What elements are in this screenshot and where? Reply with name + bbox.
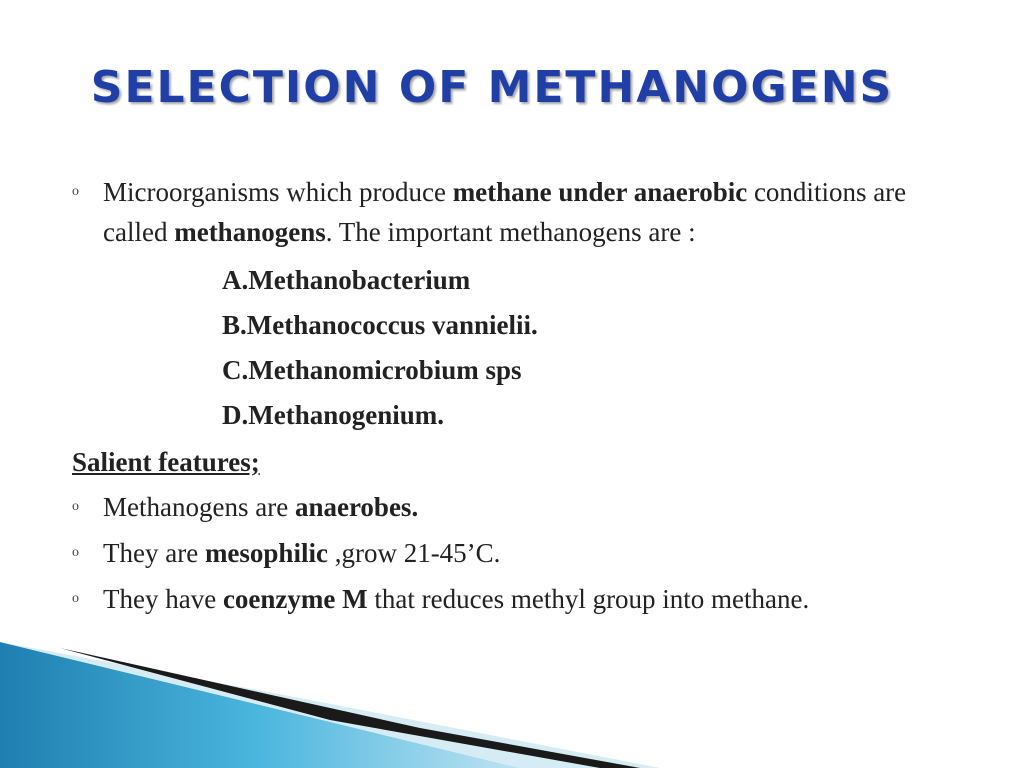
feature-item — [72, 530, 972, 576]
feature-text-tail: ,grow 21-45’C. — [327, 538, 501, 568]
slide-content — [72, 172, 972, 622]
feature-bold: mesophilic — [204, 538, 328, 568]
feature-text: Methanogens are — [103, 492, 295, 522]
features-heading: Salient features; — [72, 447, 260, 477]
bullet-icon: o — [72, 499, 79, 514]
intro-text-2: conditions are called — [103, 177, 907, 247]
intro-text-3: . The important methanogens are : — [325, 217, 696, 247]
feature-item — [72, 576, 972, 622]
intro-bullet — [72, 172, 972, 252]
bullet-icon: o — [72, 591, 79, 606]
slide-title: SELECTION OF METHANOGENS — [90, 62, 894, 113]
methanogen-item: B.Methanococcus vannielii. — [222, 310, 538, 340]
intro-text-1: Microorganisms which produce — [103, 177, 453, 207]
bullet-icon: o — [72, 184, 79, 199]
methanogen-item: A.Methanobacterium — [222, 265, 471, 295]
feature-text: They are — [103, 538, 205, 568]
wave-decoration — [0, 638, 1024, 768]
feature-text: They have — [103, 584, 223, 614]
intro-bold-1: methane under anaerobic — [452, 177, 748, 207]
bullet-icon: o — [72, 545, 79, 560]
methanogen-item: D.Methanogenium. — [222, 400, 444, 430]
methanogen-list — [72, 258, 972, 438]
feature-bold: coenzyme M — [222, 584, 368, 614]
feature-text-tail: that reduces methyl group into methane. — [367, 584, 810, 614]
methanogen-item: C.Methanomicrobium sps — [222, 355, 522, 385]
feature-item — [72, 484, 972, 530]
feature-bold: anaerobes. — [294, 492, 419, 522]
intro-bold-2: methanogens — [174, 217, 326, 247]
